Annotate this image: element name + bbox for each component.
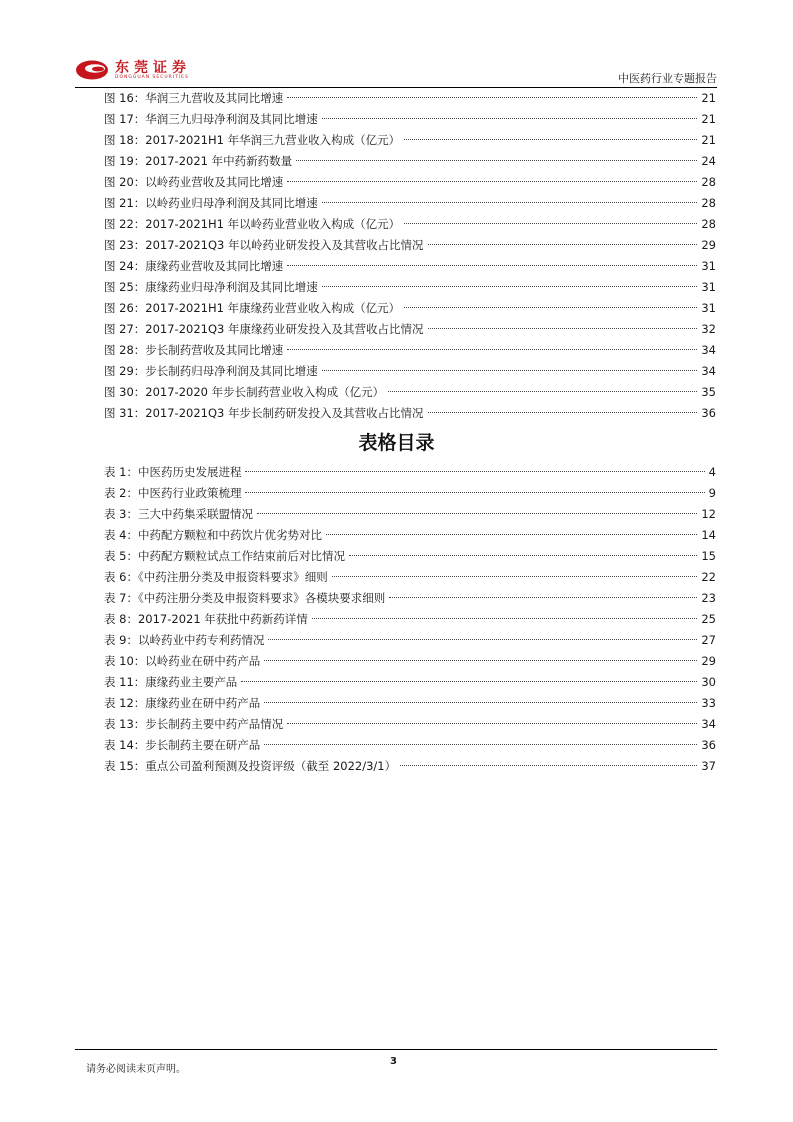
table-toc-entry-label: 表 8：2017-2021 年获批中药新药详情 (104, 612, 308, 626)
dot-leader (389, 597, 697, 598)
table-toc-entry-label: 表 15：重点公司盈利预测及投资评级（截至 2022/3/1） (104, 759, 397, 773)
figure-toc-entry-page: 31 (701, 259, 716, 273)
figure-toc-entry-page: 31 (701, 301, 716, 315)
figure-toc-entry-label: 图 25：康缘药业归母净利润及其同比增速 (104, 280, 318, 294)
table-toc-entry-label: 表 9：以岭药业中药专利药情况 (104, 633, 265, 647)
table-toc-entry-label: 表 5：中药配方颗粒试点工作结束前后对比情况 (104, 549, 345, 563)
figure-toc-entry[interactable] (104, 151, 716, 172)
table-toc-entry-label: 表 14：步长制药主要在研产品 (104, 738, 261, 752)
dot-leader (245, 492, 704, 493)
tables-section-title: 表格目录 (358, 432, 435, 454)
table-toc-entry-page: 4 (708, 465, 716, 479)
dot-leader (287, 723, 697, 724)
figure-toc-entry[interactable] (104, 130, 716, 151)
figure-toc-entry-page: 34 (701, 343, 716, 357)
figure-toc-entry-page: 35 (701, 385, 716, 399)
dot-leader (312, 618, 698, 619)
table-toc-entry-label: 表 6：《中药注册分类及申报资料要求》细则 (104, 570, 328, 584)
figure-toc-entry[interactable] (104, 172, 716, 193)
table-toc-entry[interactable] (104, 525, 716, 546)
table-toc-entry[interactable] (104, 693, 716, 714)
table-toc-entry[interactable] (104, 483, 716, 504)
logo-english-name: DONGGUAN SECURITIES (115, 75, 189, 80)
dot-leader (326, 534, 697, 535)
dot-leader (388, 391, 697, 392)
figure-toc-entry[interactable] (104, 361, 716, 382)
figure-toc-entry[interactable] (104, 214, 716, 235)
table-toc-entry-page: 12 (701, 507, 716, 521)
figure-toc-entry-page: 31 (701, 280, 716, 294)
figure-toc-entry[interactable] (104, 88, 716, 109)
figure-toc-entry-label: 图 22：2017-2021H1 年以岭药业营业收入构成（亿元） (104, 217, 401, 231)
figure-toc-entry-label: 图 18：2017-2021H1 年华润三九营业收入构成（亿元） (104, 133, 401, 147)
table-toc-entry-page: 9 (708, 486, 716, 500)
figure-toc-entry-page: 21 (701, 91, 716, 105)
figure-list (104, 88, 716, 424)
table-toc-entry[interactable] (104, 651, 716, 672)
dot-leader (287, 181, 697, 182)
table-toc-entry[interactable] (104, 546, 716, 567)
table-toc-entry[interactable] (104, 672, 716, 693)
dot-leader (322, 118, 698, 119)
figure-toc-entry-label: 图 23：2017-2021Q3 年以岭药业研发投入及其营收占比情况 (104, 238, 424, 252)
figure-toc-entry-label: 图 29：步长制药归母净利润及其同比增速 (104, 364, 318, 378)
table-toc-entry-page: 33 (701, 696, 716, 710)
dot-leader (349, 555, 697, 556)
figure-toc-entry[interactable] (104, 256, 716, 277)
footer-divider (75, 1049, 717, 1050)
figure-toc-entry[interactable] (104, 340, 716, 361)
dot-leader (296, 160, 697, 161)
table-toc-entry-label: 表 10：以岭药业在研中药产品 (104, 654, 261, 668)
dot-leader (322, 370, 698, 371)
table-toc-entry-label: 表 1：中医药历史发展进程 (104, 465, 242, 479)
table-toc-entry-page: 14 (701, 528, 716, 542)
table-toc-entry-label: 表 11：康缘药业主要产品 (104, 675, 238, 689)
table-toc-entry[interactable] (104, 714, 716, 735)
table-toc-entry-page: 34 (701, 717, 716, 731)
figure-toc-entry[interactable] (104, 193, 716, 214)
figure-toc-entry-page: 29 (701, 238, 716, 252)
dot-leader (404, 307, 697, 308)
figure-toc-entry[interactable] (104, 319, 716, 340)
figure-toc-entry-page: 21 (701, 112, 716, 126)
table-toc-entry-page: 25 (701, 612, 716, 626)
figure-toc-entry-label: 图 21：以岭药业归母净利润及其同比增速 (104, 196, 318, 210)
figure-toc-entry-label: 图 27：2017-2021Q3 年康缘药业研发投入及其营收占比情况 (104, 322, 424, 336)
figure-toc-entry-label: 图 30：2017-2020 年步长制药营业收入构成（亿元） (104, 385, 385, 399)
figure-toc-entry-page: 28 (701, 175, 716, 189)
figure-toc-entry-page: 21 (701, 133, 716, 147)
table-toc-entry-page: 22 (701, 570, 716, 584)
dot-leader (404, 223, 697, 224)
table-toc-entry[interactable] (104, 630, 716, 651)
table-toc-entry-label: 表 13：步长制药主要中药产品情况 (104, 717, 284, 731)
table-toc-entry[interactable] (104, 735, 716, 756)
dot-leader (400, 765, 697, 766)
table-toc-entry[interactable] (104, 588, 716, 609)
table-toc-entry-page: 29 (701, 654, 716, 668)
table-toc-entry-label: 表 3：三大中药集采联盟情况 (104, 507, 253, 521)
dot-leader (322, 202, 698, 203)
table-toc-entry-page: 23 (701, 591, 716, 605)
dot-leader (287, 97, 697, 98)
dot-leader (428, 328, 698, 329)
table-toc-entry-label: 表 7：《中药注册分类及申报资料要求》各模块要求细则 (104, 591, 386, 605)
footer-disclaimer: 请务必阅读末页声明。 (86, 1064, 186, 1075)
figure-toc-entry-page: 34 (701, 364, 716, 378)
table-toc-entry-label: 表 4：中药配方颗粒和中药饮片优劣势对比 (104, 528, 322, 542)
dot-leader (264, 744, 697, 745)
table-toc-entry-label: 表 2：中医药行业政策梳理 (104, 486, 242, 500)
table-toc-entry[interactable] (104, 609, 716, 630)
page-number: 3 (390, 1056, 397, 1067)
figure-toc-entry-page: 28 (701, 196, 716, 210)
figure-toc-entry[interactable] (104, 382, 716, 403)
table-toc-entry[interactable] (104, 567, 716, 588)
figure-toc-entry[interactable] (104, 109, 716, 130)
dot-leader (245, 471, 704, 472)
figure-toc-entry-label: 图 24：康缘药业营收及其同比增速 (104, 259, 284, 273)
figure-toc-entry-page: 24 (701, 154, 716, 168)
figure-toc-entry[interactable] (104, 235, 716, 256)
figure-toc-entry-label: 图 26：2017-2021H1 年康缘药业营业收入构成（亿元） (104, 301, 401, 315)
dot-leader (428, 244, 698, 245)
table-toc-entry-label: 表 12：康缘药业在研中药产品 (104, 696, 261, 710)
table-toc-entry-page: 37 (701, 759, 716, 773)
figure-toc-entry-label: 图 17：华润三九归母净利润及其同比增速 (104, 112, 318, 126)
dot-leader (404, 139, 697, 140)
page-header (75, 56, 717, 90)
dot-leader (264, 702, 697, 703)
table-toc-entry[interactable] (104, 756, 716, 777)
company-logo (75, 56, 215, 84)
table-list (104, 462, 716, 777)
report-title: 中医药行业专题报告 (618, 72, 717, 85)
dot-leader (322, 286, 698, 287)
table-toc-entry-page: 27 (701, 633, 716, 647)
table-toc-entry[interactable] (104, 462, 716, 483)
figure-toc-entry-page: 32 (701, 322, 716, 336)
dot-leader (241, 681, 697, 682)
table-toc-entry-page: 36 (701, 738, 716, 752)
figure-toc-entry-page: 28 (701, 217, 716, 231)
table-toc-entry-page: 30 (701, 675, 716, 689)
dot-leader (332, 576, 698, 577)
figure-toc-entry-label: 图 28：步长制药营收及其同比增速 (104, 343, 284, 357)
figure-toc-entry-label: 图 20：以岭药业营收及其同比增速 (104, 175, 284, 189)
figure-toc-entry[interactable] (104, 277, 716, 298)
dot-leader (428, 412, 698, 413)
dot-leader (287, 349, 697, 350)
dot-leader (287, 265, 697, 266)
dot-leader (268, 639, 697, 640)
logo-chinese-name: 东莞证券 (115, 60, 191, 76)
dongguan-securities-logo-icon (75, 58, 111, 82)
dot-leader (257, 513, 697, 514)
table-toc-entry-page: 15 (701, 549, 716, 563)
table-toc-entry[interactable] (104, 504, 716, 525)
figure-toc-entry-page: 36 (701, 406, 716, 420)
figure-toc-entry-label: 图 19：2017-2021 年中药新药数量 (104, 154, 293, 168)
dot-leader (264, 660, 697, 661)
figure-toc-entry-label: 图 31：2017-2021Q3 年步长制药研发投入及其营收占比情况 (104, 406, 424, 420)
figure-toc-entry-label: 图 16：华润三九营收及其同比增速 (104, 91, 284, 105)
figure-toc-entry[interactable] (104, 403, 716, 424)
figure-toc-entry[interactable] (104, 298, 716, 319)
